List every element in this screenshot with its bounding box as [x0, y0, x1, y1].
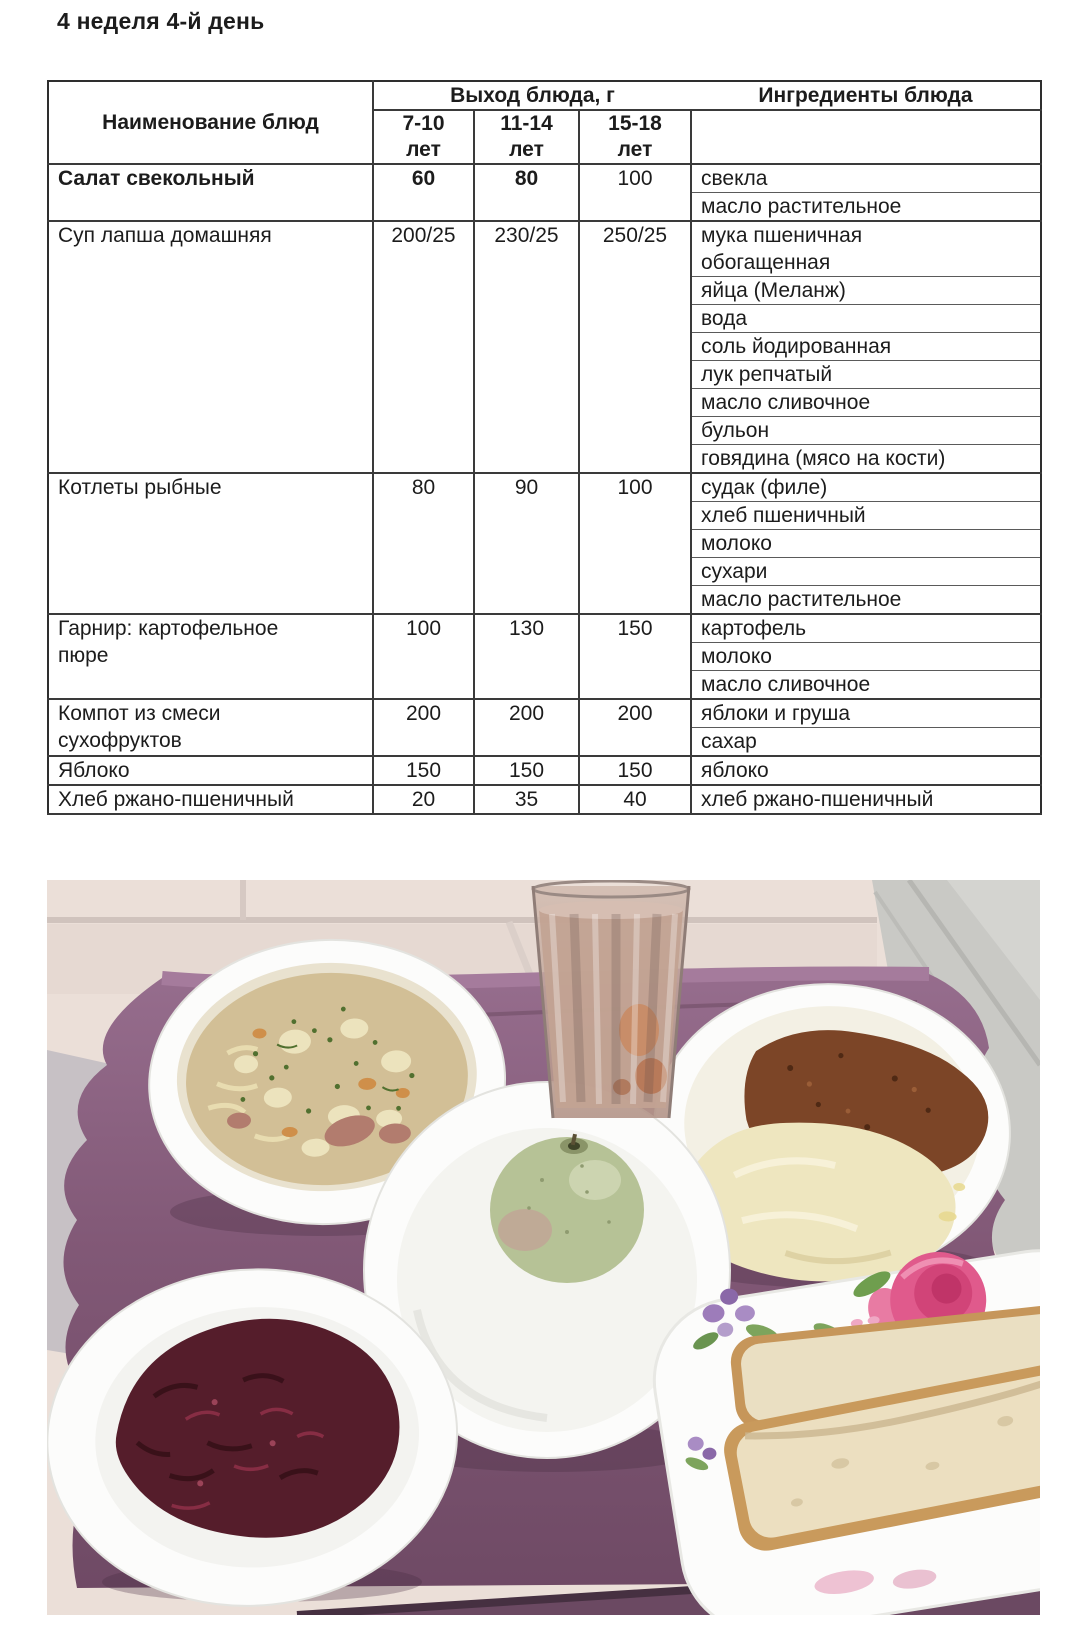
menu-table-header: [48, 81, 1041, 164]
table-row: [48, 785, 1041, 814]
header-age-15-18: 15-18 лет: [579, 110, 691, 164]
document-page: [0, 8, 1080, 1634]
portion-cell: 200: [373, 699, 474, 756]
header-age-7-10: 7-10 лет: [373, 110, 474, 164]
header-age-11-14: 11-14 лет: [474, 110, 579, 164]
portion-cell: 230/25: [474, 221, 579, 473]
ingredient-cell: яблоко: [691, 756, 1041, 785]
ingredient-cell: яйца (Меланж): [691, 277, 1041, 305]
table-row: [48, 221, 1041, 277]
ingredient-cell: сахар: [691, 728, 1041, 757]
portion-cell: 200: [474, 699, 579, 756]
portion-cell: 20: [373, 785, 474, 814]
portion-cell: 130: [474, 614, 579, 699]
ingredient-cell: хлеб пшеничный: [691, 502, 1041, 530]
meal-tray-photo: [47, 880, 1040, 1615]
dish-name-cell: Компот из смеси сухофруктов: [48, 699, 373, 756]
table-row: [48, 614, 1041, 643]
ingredient-cell: судак (филе): [691, 473, 1041, 502]
portion-cell: 150: [579, 756, 691, 785]
menu-table: [47, 80, 1042, 815]
ingredient-cell: говядина (мясо на кости): [691, 445, 1041, 474]
header-ingredients-empty: [691, 110, 1041, 164]
ingredient-cell: масло растительное: [691, 586, 1041, 615]
ingredient-cell: масло сливочное: [691, 671, 1041, 700]
dish-name-cell: Котлеты рыбные: [48, 473, 373, 614]
dish-name-cell: Гарнир: картофельное пюре: [48, 614, 373, 699]
portion-cell: 100: [579, 164, 691, 221]
portion-cell: 150: [373, 756, 474, 785]
menu-table-body: [48, 164, 1041, 814]
header-output: Выход блюда, г: [373, 81, 691, 110]
portion-cell: 35: [474, 785, 579, 814]
ingredient-cell: вода: [691, 305, 1041, 333]
ingredient-cell: молоко: [691, 643, 1041, 671]
ingredient-cell: лук репчатый: [691, 361, 1041, 389]
table-row: [48, 756, 1041, 785]
ingredient-cell: свекла: [691, 164, 1041, 193]
ingredient-cell: соль йодированная: [691, 333, 1041, 361]
ingredient-cell: картофель: [691, 614, 1041, 643]
ingredient-cell: яблоки и груша: [691, 699, 1041, 728]
portion-cell: 200: [579, 699, 691, 756]
ingredient-cell: масло сливочное: [691, 389, 1041, 417]
portion-cell: 40: [579, 785, 691, 814]
ingredient-cell: хлеб ржано-пшеничный: [691, 785, 1041, 814]
ingredient-cell: молоко: [691, 530, 1041, 558]
header-ingredients: Ингредиенты блюда: [691, 81, 1041, 110]
portion-cell: 100: [579, 473, 691, 614]
portion-cell: 100: [373, 614, 474, 699]
table-row: [48, 473, 1041, 502]
dish-name-cell: Салат свекольный: [48, 164, 373, 221]
portion-cell: 60: [373, 164, 474, 221]
portion-cell: 200/25: [373, 221, 474, 473]
dish-name-cell: Суп лапша домашняя: [48, 221, 373, 473]
ingredient-cell: бульон: [691, 417, 1041, 445]
portion-cell: 90: [474, 473, 579, 614]
table-row: [48, 164, 1041, 193]
portion-cell: 150: [579, 614, 691, 699]
dish-name-cell: Яблоко: [48, 756, 373, 785]
meal-tray-photo-svg: [47, 880, 1040, 1615]
portion-cell: 80: [373, 473, 474, 614]
compote-glass: [533, 881, 689, 1118]
page-title: 4 неделя 4-й день: [57, 8, 265, 34]
ingredient-cell: мука пшеничная обогащенная: [691, 221, 1041, 277]
ingredient-cell: масло растительное: [691, 193, 1041, 222]
ingredient-cell: сухари: [691, 558, 1041, 586]
portion-cell: 80: [474, 164, 579, 221]
portion-cell: 150: [474, 756, 579, 785]
dish-name-cell: Хлеб ржано-пшеничный: [48, 785, 373, 814]
table-row: [48, 699, 1041, 728]
portion-cell: 250/25: [579, 221, 691, 473]
header-dish-name: Наименование блюд: [48, 81, 373, 164]
